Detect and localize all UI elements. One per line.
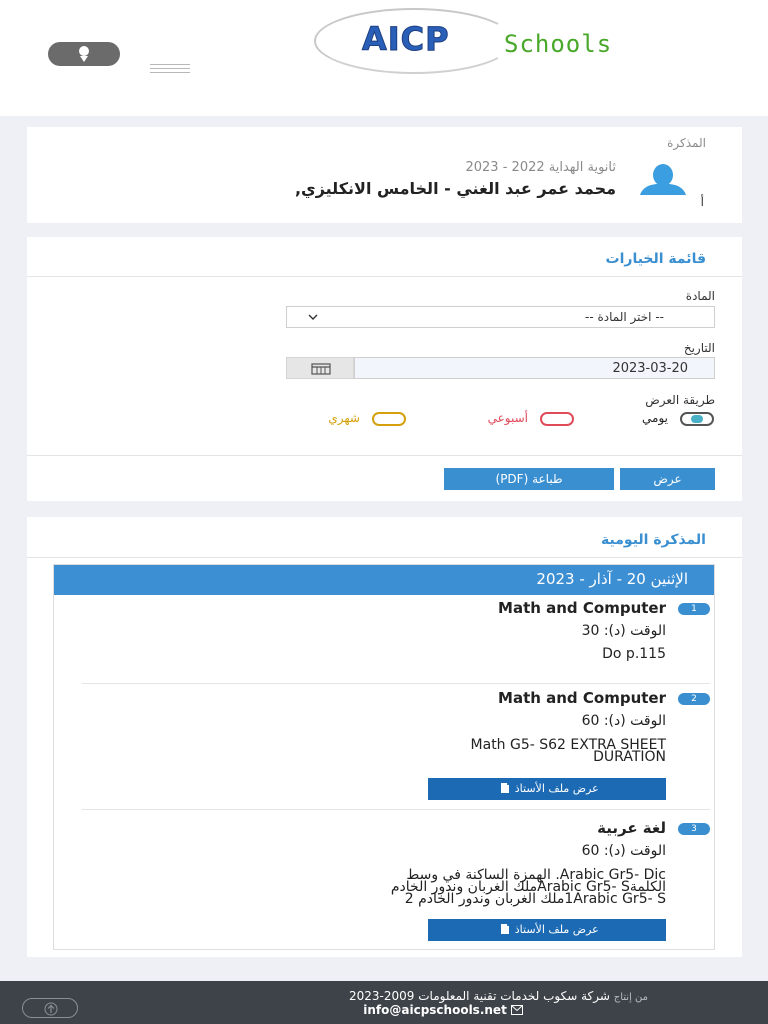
student-section: أ bbox=[700, 195, 704, 209]
hamburger-menu-icon[interactable] bbox=[150, 64, 190, 74]
date-input[interactable] bbox=[354, 357, 715, 379]
entry-time-prefix: الوقت (د): bbox=[603, 713, 666, 729]
scroll-to-top-button[interactable] bbox=[22, 998, 78, 1018]
logo-text-schools: Schools bbox=[504, 30, 613, 58]
print-pdf-button[interactable]: طباعة (PDF) bbox=[444, 468, 614, 490]
subject-label: المادة bbox=[685, 289, 715, 303]
entry-time-value: 30 bbox=[581, 623, 600, 639]
radio-monthly-circle[interactable] bbox=[372, 412, 406, 426]
display-mode-group bbox=[294, 409, 714, 429]
student-avatar-icon bbox=[636, 163, 690, 195]
site-header bbox=[0, 0, 768, 116]
entry-time-value: 60 bbox=[581, 713, 600, 729]
radio-monthly-label: شهري bbox=[328, 411, 360, 425]
date-label: التاريخ bbox=[683, 341, 715, 355]
footer-prefix: من إنتاج bbox=[613, 992, 648, 1003]
entry-description-line: الكلمةArabic Gr5- Sملك الغربان وندور الخادم bbox=[390, 879, 666, 895]
view-teacher-file-label: عرض ملف الأستاذ bbox=[514, 923, 599, 936]
entry-description bbox=[391, 869, 666, 905]
radio-daily-circle[interactable] bbox=[680, 412, 714, 426]
list-item bbox=[82, 685, 710, 811]
user-menu-button[interactable] bbox=[48, 42, 120, 66]
arrow-up-icon bbox=[44, 1002, 58, 1016]
entry-time bbox=[582, 713, 666, 729]
entry-separator bbox=[82, 683, 710, 684]
entry-number-badge: 3 bbox=[678, 823, 710, 835]
entry-separator bbox=[82, 809, 710, 810]
entry-description-line: Arabic Gr5- Dic. الهمزة الساكنة في وسط bbox=[406, 867, 666, 883]
file-icon bbox=[499, 923, 511, 935]
card-label: المذكرة bbox=[667, 136, 706, 150]
divider bbox=[27, 455, 742, 456]
entry-description: Do p.115 bbox=[602, 646, 666, 662]
entry-description bbox=[471, 739, 666, 763]
calendar-icon bbox=[311, 363, 331, 375]
calendar-button[interactable] bbox=[286, 357, 354, 379]
show-button[interactable]: عرض bbox=[620, 468, 715, 490]
entry-time-prefix: الوقت (د): bbox=[603, 843, 666, 859]
view-teacher-file-button[interactable] bbox=[428, 919, 666, 941]
date-value: 2023-03-20 bbox=[612, 361, 688, 376]
date-field bbox=[286, 357, 715, 379]
file-icon bbox=[499, 782, 511, 794]
entry-time-value: 60 bbox=[581, 843, 600, 859]
entry-subject: Math and Computer bbox=[498, 599, 666, 617]
radio-weekly-circle[interactable] bbox=[540, 412, 574, 426]
view-teacher-file-label: عرض ملف الأستاذ bbox=[514, 782, 599, 795]
entry-description-line: DURATION bbox=[593, 749, 666, 765]
user-icon bbox=[74, 44, 94, 64]
logo-text-aicp: AICP bbox=[362, 20, 450, 58]
site-logo[interactable] bbox=[314, 8, 734, 74]
display-mode-label: طريقة العرض bbox=[645, 393, 715, 407]
subject-select-value: -- اختر المادة -- bbox=[585, 310, 664, 324]
entry-number-badge: 2 bbox=[678, 693, 710, 705]
entry-subject: لغة عربية bbox=[597, 819, 666, 837]
daily-diary-card bbox=[27, 517, 742, 957]
entry-subject: Math and Computer bbox=[498, 689, 666, 707]
site-footer bbox=[0, 981, 768, 1024]
student-card bbox=[27, 127, 742, 223]
footer-email-text: info@aicpschools.net bbox=[363, 1003, 507, 1017]
divider bbox=[27, 276, 742, 277]
list-item bbox=[82, 595, 710, 685]
options-card bbox=[27, 237, 742, 501]
subject-select[interactable] bbox=[286, 306, 715, 328]
chevron-down-icon bbox=[307, 311, 319, 323]
view-teacher-file-button[interactable] bbox=[428, 778, 666, 800]
entry-time-prefix: الوقت (د): bbox=[603, 623, 666, 639]
entry-number-badge: 1 bbox=[678, 603, 710, 615]
radio-daily-label: يومي bbox=[642, 411, 668, 425]
mail-icon bbox=[511, 1005, 523, 1015]
day-header bbox=[54, 565, 714, 595]
footer-credit bbox=[349, 989, 648, 1003]
radio-weekly-label: أسبوعي bbox=[487, 411, 528, 425]
entry-time bbox=[582, 623, 666, 639]
student-name: محمد عمر عبد الغني - الخامس الانكليزي, bbox=[294, 179, 616, 198]
entry-description-line: 1Arabic Gr5- Sملك الغربان وندور الخادم 2 bbox=[404, 891, 666, 907]
footer-company-link[interactable]: شركة سكوب لخدمات تقنية المعلومات 2009-2023 bbox=[348, 989, 610, 1003]
entry-description-line: Math G5- S62 EXTRA SHEET bbox=[470, 737, 666, 753]
list-item bbox=[82, 811, 710, 949]
school-year: ثانوية الهداية 2022 - 2023 bbox=[465, 160, 616, 175]
divider bbox=[27, 557, 742, 558]
daily-diary-title: المذكرة اليومية bbox=[601, 532, 706, 548]
day-panel bbox=[53, 564, 715, 950]
footer-email[interactable] bbox=[363, 1003, 523, 1017]
entry-time bbox=[582, 843, 666, 859]
options-title: قائمة الخيارات bbox=[605, 251, 706, 267]
day-header-text: الإثنين 20 - آذار - 2023 bbox=[536, 570, 688, 588]
